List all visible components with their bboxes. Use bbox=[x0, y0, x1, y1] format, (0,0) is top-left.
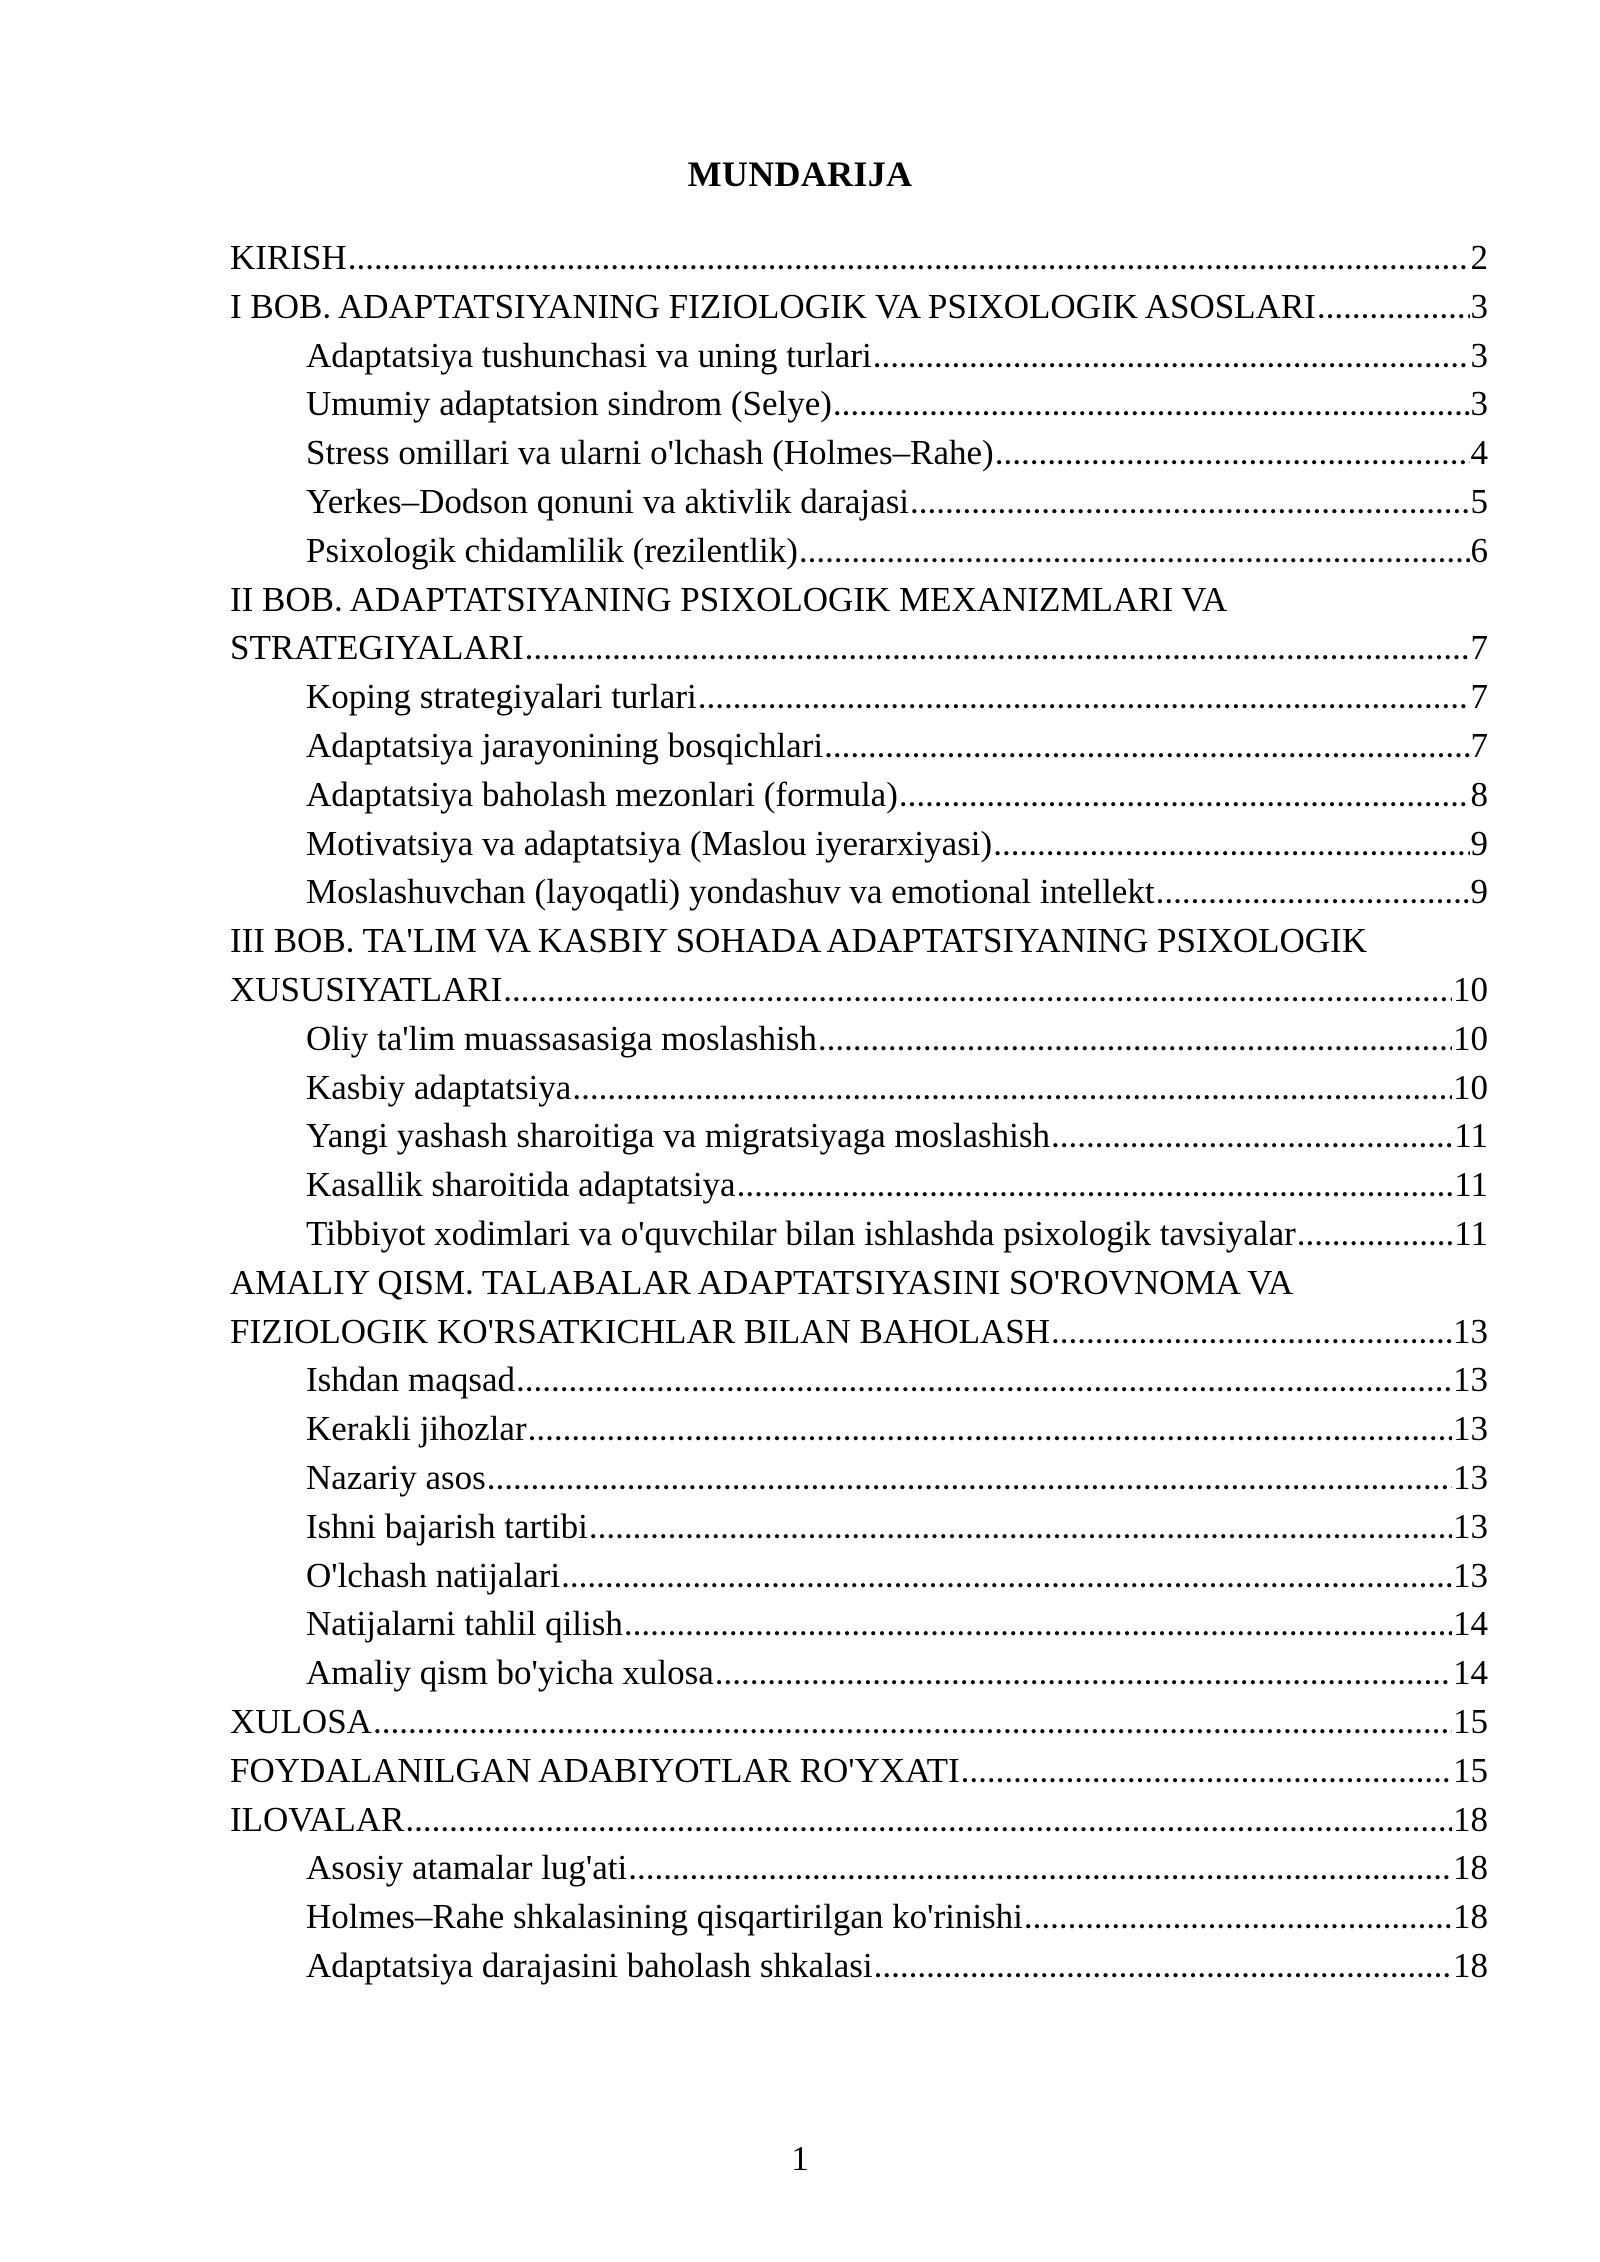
dot-leader bbox=[995, 429, 1470, 478]
dot-leader bbox=[910, 478, 1469, 527]
dot-leader bbox=[1051, 1112, 1453, 1161]
toc-entry-title: Motivatsiya va adaptatsiya (Maslou iyerarxiyasi) bbox=[306, 823, 993, 863]
toc-subentry[interactable] bbox=[230, 478, 1488, 527]
toc-subentry[interactable] bbox=[230, 380, 1488, 429]
dot-leader bbox=[589, 1503, 1452, 1552]
dot-leader bbox=[961, 1747, 1452, 1796]
toc-subentry[interactable] bbox=[230, 1405, 1488, 1454]
dot-leader bbox=[824, 722, 1469, 771]
toc-page-number: 3 bbox=[1470, 286, 1488, 326]
toc-page-number: 10 bbox=[1453, 1018, 1488, 1058]
toc-subentry[interactable] bbox=[230, 1454, 1488, 1503]
toc-entry[interactable] bbox=[230, 1796, 1488, 1845]
toc-page-number: 15 bbox=[1453, 1701, 1488, 1741]
toc-page-number: 13 bbox=[1453, 1555, 1488, 1595]
toc-subentry[interactable] bbox=[230, 673, 1488, 722]
dot-leader bbox=[1317, 283, 1470, 332]
dot-leader bbox=[899, 771, 1470, 820]
toc-subentry[interactable] bbox=[230, 1942, 1488, 1991]
toc-page-number: 14 bbox=[1453, 1604, 1488, 1644]
toc-page-number: 10 bbox=[1453, 1067, 1488, 1107]
toc-subentry[interactable] bbox=[230, 429, 1488, 478]
toc-page-number: 9 bbox=[1470, 823, 1488, 863]
toc-subentry[interactable] bbox=[230, 1064, 1488, 1113]
toc-entry-title: ILOVALAR bbox=[230, 1799, 405, 1839]
toc-page-number: 11 bbox=[1454, 1213, 1488, 1253]
toc-subentry[interactable] bbox=[230, 771, 1488, 820]
dot-leader bbox=[528, 1405, 1452, 1454]
toc-subentry[interactable] bbox=[230, 1844, 1488, 1893]
toc-entry-title: Kerakli jihozlar bbox=[306, 1409, 527, 1449]
dot-leader bbox=[572, 1064, 1452, 1113]
toc-entry-title: Adaptatsiya jarayonining bosqichlari bbox=[306, 725, 824, 765]
toc-page-number: 3 bbox=[1470, 384, 1488, 424]
toc-entry-title: XULOSA bbox=[230, 1701, 372, 1741]
toc-page-number: 5 bbox=[1470, 481, 1488, 521]
toc-entry-title: Ishdan maqsad bbox=[306, 1360, 515, 1400]
toc-page-number: 2 bbox=[1470, 238, 1488, 277]
toc-subentry[interactable] bbox=[230, 332, 1488, 381]
dot-leader bbox=[561, 1552, 1452, 1601]
toc-entry-title: Amaliy qism bo'yicha xulosa bbox=[306, 1653, 714, 1693]
toc-entry-title-line1: II BOB. ADAPTATSIYANING PSIXOLOGIK MEXANIZMLARI VA bbox=[230, 579, 1228, 619]
toc-entry-title: KIRISH bbox=[230, 238, 347, 277]
toc-entry-title: Oliy ta'lim muassasasiga moslashish bbox=[306, 1018, 817, 1058]
toc-entry-title: STRATEGIYALARI bbox=[230, 628, 524, 668]
dot-leader bbox=[698, 673, 1470, 722]
toc-page-number: 7 bbox=[1470, 677, 1488, 717]
toc-subentry[interactable] bbox=[230, 820, 1488, 869]
toc-subentry[interactable] bbox=[230, 1161, 1488, 1210]
toc-entry[interactable] bbox=[230, 234, 1488, 283]
toc-subentry[interactable] bbox=[230, 1015, 1488, 1064]
dot-leader bbox=[1156, 868, 1470, 917]
toc-entry-title: Adaptatsiya baholash mezonlari (formula) bbox=[306, 774, 898, 814]
toc-entry-title: Stress omillari va ularni o'lchash (Holmes–Rahe) bbox=[306, 433, 994, 473]
toc-subentry[interactable] bbox=[230, 1649, 1488, 1698]
toc-entry-title: Nazariy asos bbox=[306, 1457, 486, 1497]
toc-entry-title: Kasbiy adaptatsiya bbox=[306, 1067, 572, 1107]
toc-entry-title: Moslashuvchan (layoqatli) yondashuv va emotional intellekt bbox=[306, 872, 1155, 912]
toc-page-number: 4 bbox=[1470, 433, 1488, 473]
toc-page-number: 6 bbox=[1470, 530, 1488, 570]
dot-leader bbox=[799, 527, 1470, 576]
toc-title: MUNDARIJA bbox=[687, 154, 913, 194]
dot-leader bbox=[993, 820, 1469, 869]
toc-page-number: 7 bbox=[1470, 725, 1488, 765]
toc-subentry[interactable] bbox=[230, 1552, 1488, 1601]
toc-page-number: 18 bbox=[1453, 1848, 1488, 1888]
toc-page-number: 18 bbox=[1453, 1945, 1488, 1985]
toc-page-number: 11 bbox=[1454, 1116, 1488, 1156]
toc-entry-title: Umumiy adaptatsion sindrom (Selye) bbox=[306, 384, 832, 424]
dot-leader bbox=[818, 1015, 1452, 1064]
toc-subentry[interactable] bbox=[230, 1210, 1488, 1259]
toc-entry-title: FOYDALANILGAN ADABIYOTLAR RO'YXATI bbox=[230, 1750, 960, 1790]
dot-leader bbox=[874, 1942, 1452, 1991]
toc-entry-title-line1: AMALIY QISM. TALABALAR ADAPTATSIYASINI SO'ROVNOMA VA bbox=[230, 1262, 1294, 1302]
dot-leader bbox=[405, 1796, 1452, 1845]
toc-entry-title-line1: III BOB. TA'LIM VA KASBIY SOHADA ADAPTATSIYANING PSIXOLOGIK bbox=[230, 921, 1367, 961]
toc-entry-title: Yangi yashash sharoitiga va migratsiyaga moslashish bbox=[306, 1116, 1050, 1156]
toc-entry-title: FIZIOLOGIK KO'RSATKICHLAR BILAN BAHOLASH bbox=[230, 1311, 1051, 1351]
toc-page-number: 13 bbox=[1453, 1311, 1488, 1351]
dot-leader bbox=[833, 380, 1470, 429]
toc-entry-title: XUSUSIYATLARI bbox=[230, 969, 503, 1009]
toc-entry[interactable] bbox=[230, 1698, 1488, 1747]
dot-leader bbox=[1051, 1308, 1452, 1357]
toc-subentry[interactable] bbox=[230, 722, 1488, 771]
toc-entry-title: Natijalarni tahlil qilish bbox=[306, 1604, 623, 1644]
page-number: 1 bbox=[791, 2139, 809, 2178]
toc-subentry[interactable] bbox=[230, 1893, 1488, 1942]
toc-entry[interactable] bbox=[230, 576, 1488, 674]
dot-leader bbox=[873, 332, 1470, 381]
toc-entry-title: Ishni bajarish tartibi bbox=[306, 1506, 588, 1546]
toc-entry-title: Asosiy atamalar lug'ati bbox=[306, 1848, 628, 1888]
toc-page-number: 13 bbox=[1453, 1506, 1488, 1546]
toc-page-number: 14 bbox=[1453, 1653, 1488, 1693]
toc-page-number: 11 bbox=[1454, 1165, 1488, 1205]
toc-entry-title: I BOB. ADAPTATSIYANING FIZIOLOGIK VA PSIXOLOGIK ASOSLARI bbox=[230, 286, 1316, 326]
toc-entry-title: Koping strategiyalari turlari bbox=[306, 677, 697, 717]
toc-entry-title: Tibbiyot xodimlari va o'quvchilar bilan ishlashda psixologik tavsiyalar bbox=[306, 1213, 1296, 1253]
toc-entry-title: Yerkes–Dodson qonuni va aktivlik darajasi bbox=[306, 481, 910, 521]
toc-subentry[interactable] bbox=[230, 1600, 1488, 1649]
toc-page-number: 10 bbox=[1453, 969, 1488, 1009]
toc-entry-title: Adaptatsiya tushunchasi va uning turlari bbox=[306, 335, 872, 375]
dot-leader bbox=[525, 624, 1470, 673]
dot-leader bbox=[737, 1161, 1454, 1210]
dot-leader bbox=[628, 1844, 1452, 1893]
toc-page-number: 3 bbox=[1470, 335, 1488, 375]
toc-entry[interactable] bbox=[230, 1259, 1488, 1357]
toc-page-number: 8 bbox=[1470, 774, 1488, 814]
toc-list bbox=[230, 234, 1488, 1991]
toc-page-number: 7 bbox=[1470, 628, 1488, 668]
toc-entry-title: Adaptatsiya darajasini baholash shkalasi bbox=[306, 1945, 873, 1985]
toc-subentry[interactable] bbox=[230, 1503, 1488, 1552]
dot-leader bbox=[1024, 1893, 1452, 1942]
dot-leader bbox=[487, 1454, 1452, 1503]
toc-entry[interactable] bbox=[230, 283, 1488, 332]
dot-leader bbox=[373, 1698, 1452, 1747]
toc-page-number: 13 bbox=[1453, 1409, 1488, 1449]
toc-subentry[interactable] bbox=[230, 868, 1488, 917]
toc-entry-title: Kasallik sharoitida adaptatsiya bbox=[306, 1165, 736, 1205]
toc-page-number: 15 bbox=[1453, 1750, 1488, 1790]
toc-entry-title: Holmes–Rahe shkalasining qisqartirilgan ko'rinishi bbox=[306, 1897, 1023, 1937]
dot-leader bbox=[516, 1356, 1452, 1405]
toc-subentry[interactable] bbox=[230, 527, 1488, 576]
toc-page-number: 18 bbox=[1453, 1897, 1488, 1937]
toc-page-number: 9 bbox=[1470, 872, 1488, 912]
toc-subentry[interactable] bbox=[230, 1356, 1488, 1405]
dot-leader bbox=[348, 234, 1470, 283]
toc-page-number: 18 bbox=[1453, 1799, 1488, 1839]
toc-subentry[interactable] bbox=[230, 1112, 1488, 1161]
toc-entry-title: Psixologik chidamlilik (rezilentlik) bbox=[306, 530, 798, 570]
toc-page-number: 13 bbox=[1453, 1360, 1488, 1400]
dot-leader bbox=[715, 1649, 1452, 1698]
dot-leader bbox=[503, 966, 1452, 1015]
toc-entry[interactable] bbox=[230, 1747, 1488, 1796]
dot-leader bbox=[624, 1600, 1452, 1649]
toc-entry[interactable] bbox=[230, 917, 1488, 1015]
toc-entry-title: O'lchash natijalari bbox=[306, 1555, 561, 1595]
dot-leader bbox=[1297, 1210, 1454, 1259]
toc-page-number: 13 bbox=[1453, 1457, 1488, 1497]
